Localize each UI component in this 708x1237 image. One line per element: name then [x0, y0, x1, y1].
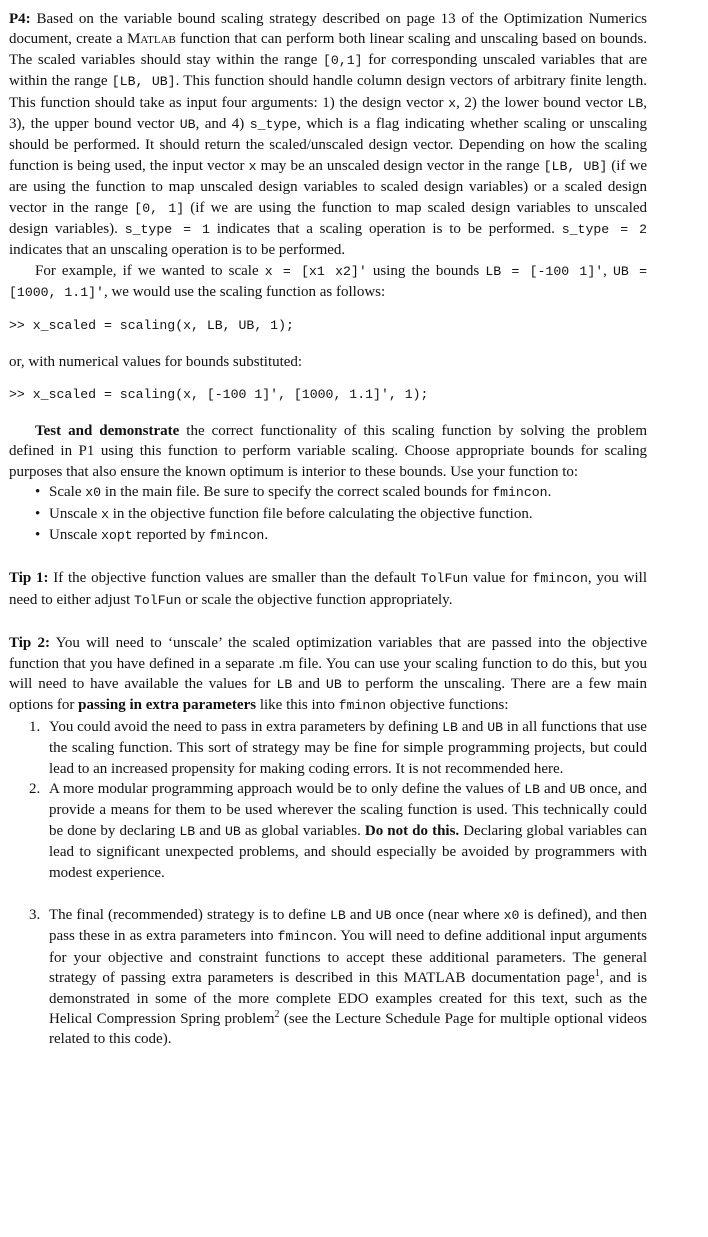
text: A more modular programming approach would be to only define the values of	[49, 781, 525, 797]
text: for corresponding unscaled variables that are within the range	[9, 51, 647, 90]
text: indicates that a scaling operation is to be performed.	[209, 221, 562, 238]
emphasis: Do not do this.	[364, 822, 460, 839]
text: Scale	[49, 484, 86, 501]
inline-code: LB	[179, 823, 196, 839]
text: Unscale	[49, 526, 102, 543]
text: in the main file. Be sure to specify the correct scaled bounds for	[101, 484, 493, 501]
list-item	[35, 525, 647, 546]
inline-code: LB	[276, 676, 293, 692]
problem-statement	[9, 9, 647, 261]
test-paragraph	[9, 421, 647, 482]
var-code: UB	[179, 117, 196, 133]
list-item	[29, 717, 647, 779]
text: Declaring global variables can lead to significant unexpected problems, and should especially be avoided by programmers with modest experience.	[49, 822, 647, 881]
text: Based on the variable bound scaling strategy described on page 13 of the Optimization Numerics document, create a	[9, 11, 647, 48]
list-item	[35, 482, 647, 503]
inline-code: LB	[524, 782, 541, 797]
text: ,	[603, 262, 614, 279]
matlab-brand: Matlab	[127, 31, 176, 48]
var-code: x	[248, 158, 257, 174]
text: If the objective function values are smaller than the default	[48, 570, 421, 587]
text: once (near where	[391, 907, 504, 924]
text: You could avoid the need to pass in extra parameters by defining	[49, 718, 443, 735]
text: to perform the unscaling. There are a few main options for	[9, 675, 647, 714]
inline-code: TolFun	[133, 592, 182, 608]
item-number: 3.	[29, 907, 41, 924]
text: the correct functionality of this scaling function by solving the problem defined in P1 using this function to perform variable scaling. Choose appropriate bounds for scaling purposes that also ensure the known optimum is interior to these bounds. Use your function to:	[9, 422, 647, 480]
text: For example, if we wanted to scale	[35, 262, 265, 279]
footnote-ref: 1	[594, 968, 600, 980]
text: and	[345, 907, 376, 924]
text: is defined), and then pass these in as extra parameters into	[49, 907, 647, 945]
text: indicates that an unscaling operation is to be performed.	[9, 242, 346, 259]
inline-code: LB	[442, 719, 458, 735]
var-code: x	[448, 95, 457, 111]
inline-code: x0	[503, 908, 520, 924]
bullet-icon: •	[35, 484, 41, 501]
text: , 2) the lower bound vector	[456, 94, 628, 111]
text: . This function should handle column design vectors of arbitrary finite length. This function should take as input four arguments: 1) the design vector	[9, 73, 648, 111]
options-list	[9, 717, 647, 1050]
inline-code: LB	[330, 908, 346, 924]
inline-code: fmincon	[277, 929, 333, 945]
var-code: s_type	[249, 117, 298, 133]
text: .	[264, 526, 269, 543]
text: (if we are using the function to map scaled design variables to unscaled design variables).	[9, 199, 648, 238]
text: The final (recommended) strategy is to define	[49, 907, 330, 924]
inline-code: fmincon	[492, 485, 548, 501]
text: objective functions:	[386, 697, 509, 714]
inline-code: x	[101, 506, 109, 522]
problem-label: P4:	[9, 11, 31, 27]
text: (if we are using the function to map unscaled design variables to scaled design variables) or a scaled design vector in the range	[9, 157, 648, 216]
text: (see the Lecture Schedule Page for multiple optional videos related to this code).	[49, 1011, 647, 1048]
text: in all functions that use the scaling function. This sort of strategy may be fine for simple programming projects, but could lead to an increased propensity for making coding errors. It is not recommended here.	[49, 718, 647, 777]
text: or scale the objective function appropriately.	[181, 591, 453, 608]
var-code: LB	[627, 95, 644, 111]
test-bullet-list	[9, 482, 647, 546]
inline-code: LB = [-100 1]'	[485, 263, 604, 279]
or-text: or, with numerical values for bounds substituted:	[9, 354, 303, 371]
tip1-paragraph	[9, 568, 647, 611]
text: You will need to ‘unscale’ the scaled optimization variables that are passed into the objective function that you have defined in a separate .m file. You can use your scaling function to do this, but you will need to have available the values for	[9, 635, 647, 692]
code-example-2: >> x_scaled = scaling(x, [-100 1]', [1000, 1.1]', 1);	[9, 386, 429, 402]
text: , and 4)	[195, 116, 250, 133]
inline-code: x0	[85, 485, 102, 501]
tip2-label: Tip 2:	[9, 635, 50, 652]
inline-code: xopt	[101, 527, 133, 543]
code-example-1: >> x_scaled = scaling(x, LB, UB, 1);	[9, 317, 294, 333]
text: and	[195, 822, 225, 839]
inline-code: fmincon	[208, 527, 265, 543]
text: , 3), the upper bound vector	[9, 94, 648, 133]
inline-code: UB	[325, 676, 342, 692]
text: and	[292, 675, 326, 692]
text: , which is a flag indicating whether scaling or unscaling should be performed. It should return the scaled/unscaled design vector. Depending on how the scaling function is being used, the input vector	[9, 116, 647, 174]
test-bold: Test and demonstrate	[35, 422, 180, 439]
text: like this into	[256, 697, 339, 714]
example-paragraph	[9, 261, 647, 304]
text: may be an unscaled design vector in the range	[256, 157, 544, 174]
range-code: [LB, UB]	[111, 74, 176, 90]
range-code: [0, 1]	[134, 200, 185, 216]
inline-code: TolFun	[420, 571, 469, 587]
text: . You will need to define additional input arguments for your objective and constraint functions to accept these additional parameters. The general strategy of passing extra parameters is described in this MATLAB documentation page	[49, 928, 648, 987]
bullet-icon: •	[35, 526, 41, 543]
tip1-label: Tip 1:	[9, 570, 49, 587]
text: in the objective function file before calculating the objective function.	[108, 505, 533, 522]
stype-code: s_type = 1	[124, 222, 210, 238]
inline-code: x = [x1 x2]'	[264, 263, 367, 279]
inline-code: fmincon	[532, 571, 588, 587]
stype-code: s_type = 2	[561, 222, 647, 238]
text: reported by	[132, 526, 209, 543]
text: , we would use the scaling function as follows:	[103, 284, 386, 301]
text: Unscale	[49, 505, 102, 522]
inline-code: UB	[569, 782, 586, 797]
inline-code: UB	[487, 719, 504, 735]
inline-code: UB	[224, 823, 241, 839]
item-number: 1.	[29, 718, 41, 735]
emphasis: passing in extra parameters	[78, 697, 257, 714]
list-item	[29, 779, 647, 883]
document-page	[9, 9, 647, 1050]
text: and	[457, 718, 488, 735]
inline-code: UB = [1000, 1.1]'	[9, 263, 648, 301]
text: as global variables.	[240, 822, 365, 839]
text: using the bounds	[366, 262, 486, 279]
text: , you will need to either adjust	[9, 570, 647, 608]
item-number: 2.	[29, 781, 41, 797]
text: .	[547, 484, 552, 501]
inline-code: UB	[375, 908, 392, 924]
text: , and is demonstrated in some of the more complete EDO examples created for this text, such as the Helical Compression Spring problem	[49, 970, 647, 1028]
inline-code: fminon	[338, 698, 387, 714]
list-item	[29, 905, 647, 1050]
text: value for	[468, 570, 533, 587]
tip2-paragraph	[9, 633, 647, 717]
text: once, and provide a means for them to be used wherever the scaling function is used. This technically could be done by declaring	[49, 781, 647, 839]
footnote-ref: 2	[274, 1009, 280, 1021]
list-item	[35, 504, 647, 525]
bullet-icon: •	[35, 505, 41, 522]
text: function that can perform both linear scaling and unscaling based on bounds. The scaled variables should stay within the range	[9, 31, 648, 68]
text: and	[540, 781, 570, 797]
range-code: [LB, UB]	[543, 158, 608, 174]
range-code: [0,1]	[323, 52, 363, 68]
